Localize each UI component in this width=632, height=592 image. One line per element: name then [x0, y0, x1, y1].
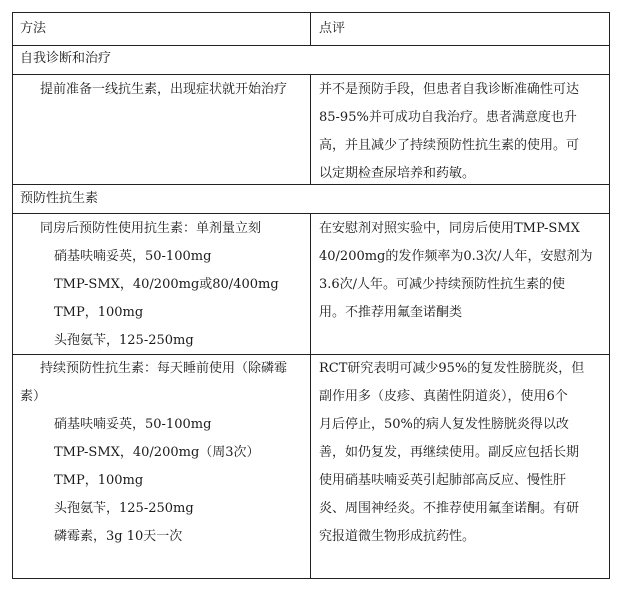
- comment-line: 善，如仍复发，再继续使用。副反应包括长期: [319, 445, 580, 460]
- section-title-self-treatment: 自我诊断和治疗: [20, 51, 112, 66]
- section-title-prophylaxis: 预防性抗生素: [20, 191, 99, 206]
- col-divider-row1: [310, 74, 311, 184]
- comment-line: 副作用多（皮疹、真菌性阴道炎），使用6个: [319, 389, 568, 404]
- comment-line: RCT研究表明可减少95%的复发性膀胱炎，但: [319, 361, 585, 376]
- row-continuous-method: [20, 355, 287, 551]
- comment-line: 高，并且减少了持续预防性抗生素的使用。可: [319, 138, 580, 153]
- drug-line: 磷霉素，3g 10天一次: [54, 529, 183, 544]
- clinical-table: [12, 12, 610, 579]
- drug-line: 头孢氨苄，125-250mg: [54, 333, 194, 348]
- drug-line: 硝基呋喃妥英，50-100mg: [54, 249, 212, 264]
- comment-line: 月后停止，50%的病人复发性膀胱炎得以改: [319, 417, 569, 432]
- col-divider-header: [310, 13, 311, 45]
- method-title: 持续预防性抗生素：每天睡前使用（除磷霉: [40, 361, 288, 376]
- comment-line: 在安慰剂对照实验中，同房后使用TMP-SMX: [319, 221, 580, 236]
- comment-line: 炎、周围神经炎。不推荐使用氟奎诺酮。有研: [319, 501, 580, 516]
- col-divider-rows2-3: [310, 213, 311, 579]
- header-method: 方法: [20, 21, 47, 36]
- rule-section2: [13, 213, 609, 214]
- comment-line: 85-95%并可成功自我治疗。患者满意度也升: [319, 110, 577, 125]
- comment-line: 以定期检查尿培养和药敏。: [319, 166, 476, 181]
- drug-line: 硝基呋喃妥英，50-100mg: [54, 417, 212, 432]
- row-postcoital-comment: [319, 215, 592, 327]
- row-postcoital-method: [20, 215, 279, 355]
- comment-line: 使用硝基呋喃妥英引起肺部高反应、慢性肝: [319, 473, 567, 488]
- comment-line: 用。不推荐用氟奎诺酮类: [319, 305, 463, 320]
- row-continuous-comment: [319, 355, 584, 551]
- comment-line: 3.6次/人年。可减少持续预防性抗生素的使: [319, 277, 566, 292]
- drug-line: TMP-SMX，40/200mg或80/400mg: [54, 277, 279, 292]
- comment-line: 40/200mg的发作频率为0.3次/人年，安慰剂为: [319, 249, 593, 264]
- method-line: 提前准备一线抗生素，出现症状就开始治疗: [40, 82, 288, 97]
- drug-line: TMP，100mg: [54, 305, 144, 320]
- rule-section1: [13, 74, 609, 75]
- row-self-treatment-method: [20, 76, 287, 104]
- header-comment: 点评: [319, 21, 346, 36]
- drug-line: 头孢氨苄，125-250mg: [54, 501, 194, 516]
- row-self-treatment-comment: [319, 76, 579, 188]
- drug-line: TMP，100mg: [54, 473, 144, 488]
- comment-line: 并不是预防手段，但患者自我诊断准确性可达: [319, 82, 580, 97]
- method-title: 素）: [20, 389, 47, 404]
- comment-line: 究报道微生物形成抗药性。: [319, 529, 476, 544]
- drug-line: TMP-SMX，40/200mg（周3次）: [54, 445, 260, 460]
- method-title: 同房后预防性使用抗生素：单剂量立刻: [40, 221, 262, 236]
